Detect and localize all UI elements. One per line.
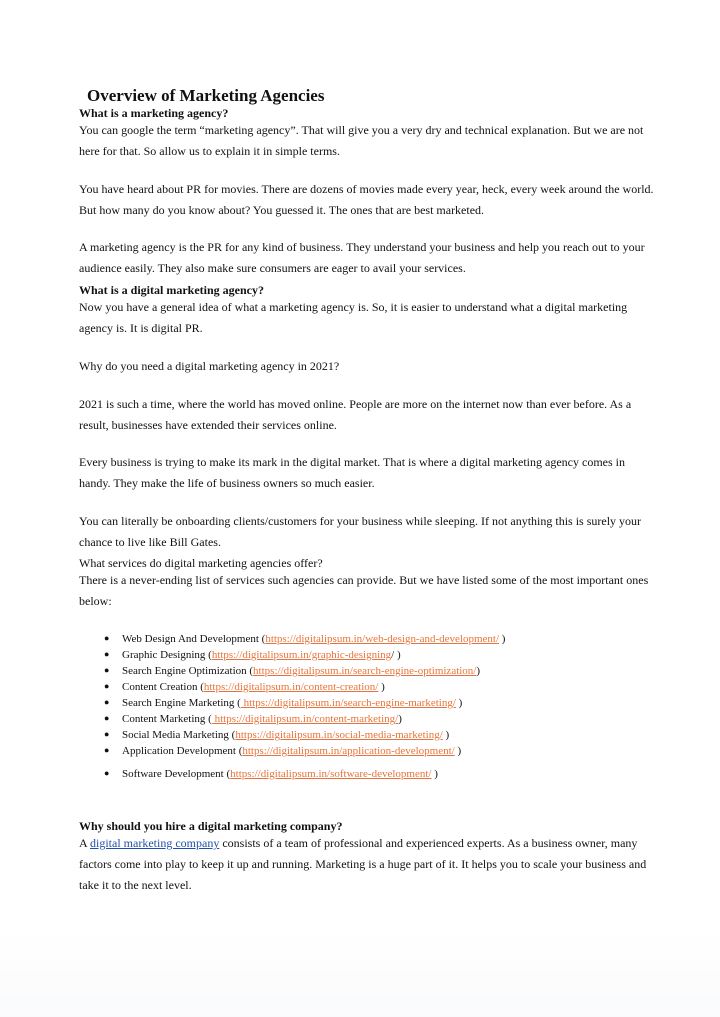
service-label: Software Development ( <box>122 768 231 780</box>
bullet-icon: ● <box>104 633 110 643</box>
list-item <box>104 713 402 725</box>
paragraph-every-business: Every business is trying to make its mark in the digital market. That is where a digital marketing agency comes in handy. They make the life of business owners so much easier. <box>79 455 625 490</box>
service-label: Content Marketing ( <box>122 713 212 725</box>
service-label: Web Design And Development ( <box>122 633 266 645</box>
paragraph-never-ending-list: There is a never-ending list of services such agencies can provide. But we have listed some of the most important ones below: <box>79 573 649 608</box>
bullet-icon: ● <box>104 729 110 739</box>
service-link[interactable]: https://digitalipsum.in/social-media-marketing/ <box>235 729 443 741</box>
page-title: Overview of Marketing Agencies <box>87 86 325 105</box>
list-item <box>104 681 385 693</box>
service-label: Content Creation ( <box>122 681 204 693</box>
list-item <box>104 697 462 709</box>
service-close: ) <box>398 713 402 725</box>
rest-text: consists of a team of professional and experienced experts. As a business owner, many factors come into play to keep it up and running. Marketing is a huge part of it. It helps you to scale your business and take it to the next level. <box>79 836 647 892</box>
bullet-icon: ● <box>104 697 110 707</box>
paragraph-pr-for-movies: You have heard about PR for movies. There are dozens of movies made every year, heck, every week around the world. But how many do you know about? You guessed it. The ones that are best marketed. <box>79 182 654 217</box>
service-label: Social Media Marketing ( <box>122 729 236 741</box>
paragraph-general-idea: Now you have a general idea of what a marketing agency is. So, it is easier to understand what a digital marketing agency is. It is digital PR. <box>79 300 628 335</box>
heading-what-is-marketing-agency: What is a marketing agency? <box>79 106 229 120</box>
service-link[interactable]: https://digitalipsum.in/search-engine-optimization/ <box>253 665 477 677</box>
list-item <box>104 633 505 645</box>
heading-what-is-digital-agency: What is a digital marketing agency? <box>79 283 264 297</box>
service-label: Search Engine Marketing ( <box>122 697 241 709</box>
list-item <box>104 665 480 677</box>
service-close: ) <box>442 729 450 741</box>
paragraph-what-services: What services do digital marketing agencies offer? <box>79 556 323 570</box>
service-close: ) <box>499 633 506 645</box>
service-link[interactable]: https://digitalipsum.in/content-marketing/ <box>211 713 399 725</box>
bullet-icon: ● <box>104 768 110 778</box>
service-link[interactable]: https://digitalipsum.in/graphic-designing <box>211 649 392 661</box>
service-link[interactable]: https://digitalipsum.in/content-creation/ <box>203 681 379 693</box>
list-item <box>104 745 461 757</box>
paragraph-onboarding-clients: You can literally be onboarding clients/customers for your business while sleeping. If not anything this is surely your chance to live like Bill Gates. <box>79 514 642 549</box>
service-close: ) <box>378 681 385 693</box>
service-label: Application Development ( <box>122 745 243 757</box>
service-close: ) <box>455 697 463 709</box>
service-label: Graphic Designing ( <box>122 649 212 661</box>
bullet-icon: ● <box>104 649 110 659</box>
paragraph-google-term: You can google the term “marketing agency”. That will give you a very dry and technical explanation. But we are not here for that. So allow us to explain it in simple terms. <box>79 123 644 158</box>
service-link[interactable]: https://digitalipsum.in/web-design-and-development/ <box>265 633 500 645</box>
list-item <box>104 729 449 741</box>
paragraph-2021-online: 2021 is such a time, where the world has moved online. People are more on the internet now than ever before. As a result, businesses have extended their services online. <box>79 397 632 432</box>
service-close: / ) <box>391 649 401 661</box>
bullet-icon: ● <box>104 745 110 755</box>
service-close: ) <box>476 665 481 677</box>
bullet-icon: ● <box>104 681 110 691</box>
bullet-icon: ● <box>104 713 110 723</box>
digital-marketing-company-link[interactable]: digital marketing company <box>90 836 220 850</box>
list-item <box>104 649 401 661</box>
service-link[interactable]: https://digitalipsum.in/application-development/ <box>242 745 455 757</box>
service-label: Search Engine Optimization ( <box>122 665 254 677</box>
service-close: ) <box>431 768 438 780</box>
bullet-icon: ● <box>104 665 110 675</box>
service-link[interactable]: https://digitalipsum.in/search-engine-marketing/ <box>240 697 456 709</box>
paragraph-agency-is-pr: A marketing agency is the PR for any kind of business. They understand your business and help you reach out to your audience easily. They also make sure consumers are eager to avail your services. <box>79 240 645 275</box>
heading-why-hire: Why should you hire a digital marketing company? <box>79 819 343 833</box>
service-close: ) <box>454 745 462 757</box>
paragraph-consists-of-team <box>79 833 654 896</box>
lead-text: A <box>79 836 91 850</box>
page-bottom-shade <box>0 930 720 1017</box>
paragraph-why-need-2021: Why do you need a digital marketing agency in 2021? <box>79 359 340 373</box>
list-item <box>104 768 438 780</box>
service-link[interactable]: https://digitalipsum.in/software-development/ <box>230 768 432 780</box>
